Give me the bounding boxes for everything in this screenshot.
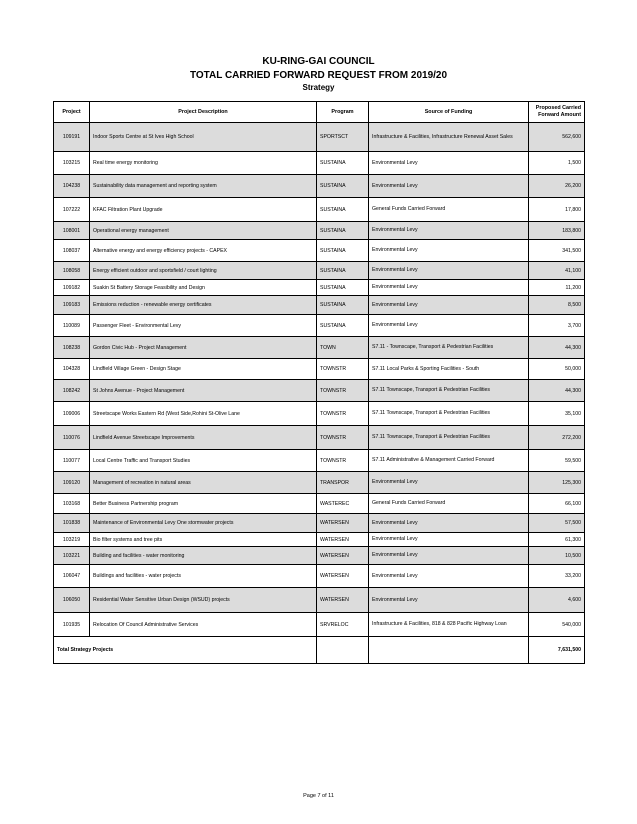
carried-forward-amount: 11,200 xyxy=(529,280,585,296)
project-description: Bio filter systems and tree pits xyxy=(90,533,317,547)
carried-forward-amount: 44,300 xyxy=(529,337,585,359)
table-row xyxy=(54,565,585,588)
program-code: WATERSEN xyxy=(317,588,369,613)
table-row xyxy=(54,296,585,315)
project-number: 110089 xyxy=(54,315,90,337)
carried-forward-amount: 1,500 xyxy=(529,152,585,175)
carried-forward-table xyxy=(53,101,585,664)
project-description: St Johns Avenue - Project Management xyxy=(90,380,317,402)
funding-source: Environmental Levy xyxy=(369,533,529,547)
program-code: WATERSEN xyxy=(317,565,369,588)
table-row xyxy=(54,380,585,402)
carried-forward-amount: 10,500 xyxy=(529,547,585,565)
project-number: 104328 xyxy=(54,359,90,380)
program-code: TOWNSTR xyxy=(317,426,369,450)
carried-forward-amount: 66,100 xyxy=(529,494,585,514)
project-number: 109120 xyxy=(54,472,90,494)
carried-forward-amount: 33,200 xyxy=(529,565,585,588)
project-number: 108001 xyxy=(54,222,90,240)
carried-forward-amount: 540,000 xyxy=(529,613,585,637)
project-number: 103221 xyxy=(54,547,90,565)
project-description: Building and facilities - water monitoring xyxy=(90,547,317,565)
funding-source: S7.11 Townscape, Transport & Pedestrian Facilities xyxy=(369,426,529,450)
table-row xyxy=(54,315,585,337)
project-description: Indoor Sports Centre at St Ives High School xyxy=(90,123,317,152)
carried-forward-amount: 41,100 xyxy=(529,262,585,280)
program-code: SRVRELOC xyxy=(317,613,369,637)
project-number: 104238 xyxy=(54,175,90,198)
project-description: Real time energy monitoring xyxy=(90,152,317,175)
carried-forward-amount: 26,200 xyxy=(529,175,585,198)
program-code: SUSTAINA xyxy=(317,280,369,296)
council-name: KU-RING-GAI COUNCIL xyxy=(262,56,375,67)
carried-forward-amount: 183,800 xyxy=(529,222,585,240)
project-number: 109183 xyxy=(54,296,90,315)
project-number: 108238 xyxy=(54,337,90,359)
program-code: SUSTAINA xyxy=(317,152,369,175)
table-row xyxy=(54,494,585,514)
project-description: Operational energy management xyxy=(90,222,317,240)
carried-forward-amount: 59,500 xyxy=(529,450,585,472)
total-empty-source xyxy=(369,637,529,664)
carried-forward-amount: 341,500 xyxy=(529,240,585,262)
program-code: TOWNSTR xyxy=(317,359,369,380)
program-code: WATERSEN xyxy=(317,514,369,533)
project-number: 108242 xyxy=(54,380,90,402)
carried-forward-amount: 61,300 xyxy=(529,533,585,547)
program-code: SUSTAINA xyxy=(317,262,369,280)
funding-source: S7.11 Townscape, Transport & Pedestrian Facilities xyxy=(369,402,529,426)
funding-source: S7.11 Townscape, Transport & Pedestrian Facilities xyxy=(369,380,529,402)
carried-forward-amount: 35,100 xyxy=(529,402,585,426)
project-description: Lindfield Village Green - Design Stage xyxy=(90,359,317,380)
funding-source: S7.11 Administrative & Management Carried Forward xyxy=(369,450,529,472)
project-description: Suakin St Battery Storage Feasibility and Design xyxy=(90,280,317,296)
total-label: Total Strategy Projects xyxy=(54,637,317,664)
project-description: Gordon Civic Hub - Project Management xyxy=(90,337,317,359)
funding-source: Environmental Levy xyxy=(369,588,529,613)
table-row xyxy=(54,426,585,450)
funding-source: Environmental Levy xyxy=(369,175,529,198)
carried-forward-amount: 125,300 xyxy=(529,472,585,494)
header-description: Project Description xyxy=(90,102,317,123)
header-source: Source of Funding xyxy=(369,102,529,123)
table-row xyxy=(54,198,585,222)
funding-source: Environmental Levy xyxy=(369,315,529,337)
project-number: 110076 xyxy=(54,426,90,450)
program-code: SUSTAINA xyxy=(317,296,369,315)
project-number: 109182 xyxy=(54,280,90,296)
project-number: 109006 xyxy=(54,402,90,426)
table-row xyxy=(54,588,585,613)
project-number: 110077 xyxy=(54,450,90,472)
total-amount: 7,631,500 xyxy=(529,637,585,664)
project-description: Management of recreation in natural areas xyxy=(90,472,317,494)
project-description: Residential Water Sensitive Urban Design (WSUD) projects xyxy=(90,588,317,613)
project-number: 106050 xyxy=(54,588,90,613)
project-number: 103215 xyxy=(54,152,90,175)
table-row xyxy=(54,222,585,240)
table-row xyxy=(54,613,585,637)
funding-source: Environmental Levy xyxy=(369,240,529,262)
project-number: 103219 xyxy=(54,533,90,547)
header-program: Program xyxy=(317,102,369,123)
carried-forward-amount: 50,000 xyxy=(529,359,585,380)
funding-source: Environmental Levy xyxy=(369,472,529,494)
page-number: Page 7 of 11 xyxy=(303,793,334,799)
funding-source: Environmental Levy xyxy=(369,262,529,280)
table-row xyxy=(54,123,585,152)
table-row xyxy=(54,450,585,472)
funding-source: S7.11 Local Parks & Sporting Facilities - South xyxy=(369,359,529,380)
project-description: Passenger Fleet - Environmental Levy xyxy=(90,315,317,337)
funding-source: Infrastructure & Facilities, Infrastructure Renewal Asset Sales xyxy=(369,123,529,152)
table-row xyxy=(54,359,585,380)
header-amount: Proposed Carried Forward Amount xyxy=(529,102,585,123)
carried-forward-amount: 562,600 xyxy=(529,123,585,152)
carried-forward-amount: 57,500 xyxy=(529,514,585,533)
funding-source: Environmental Levy xyxy=(369,514,529,533)
total-empty-program xyxy=(317,637,369,664)
project-number: 108058 xyxy=(54,262,90,280)
header-project: Project xyxy=(54,102,90,123)
project-number: 107222 xyxy=(54,198,90,222)
program-code: SPORTSCT xyxy=(317,123,369,152)
funding-source: Environmental Levy xyxy=(369,296,529,315)
table-row xyxy=(54,402,585,426)
project-number: 108037 xyxy=(54,240,90,262)
funding-source: Environmental Levy xyxy=(369,565,529,588)
program-code: WASTEREC xyxy=(317,494,369,514)
project-description: Maintenance of Environmental Levy One stormwater projects xyxy=(90,514,317,533)
program-code: SUSTAINA xyxy=(317,240,369,262)
carried-forward-amount: 8,500 xyxy=(529,296,585,315)
table-header-row xyxy=(54,102,585,123)
project-description: Better Business Partnership program xyxy=(90,494,317,514)
funding-source: Environmental Levy xyxy=(369,280,529,296)
funding-source: General Funds Carried Forward xyxy=(369,494,529,514)
table-row xyxy=(54,240,585,262)
total-row xyxy=(54,637,585,664)
table-row xyxy=(54,337,585,359)
program-code: SUSTAINA xyxy=(317,198,369,222)
project-description: Energy efficient outdoor and sportsfield / court lighting xyxy=(90,262,317,280)
project-description: KFAC Filtration Plant Upgrade xyxy=(90,198,317,222)
project-number: 103168 xyxy=(54,494,90,514)
program-code: WATERSEN xyxy=(317,533,369,547)
report-subtitle: Strategy xyxy=(302,83,335,92)
project-description: Buildings and facilities - water projects xyxy=(90,565,317,588)
program-code: SUSTAINA xyxy=(317,315,369,337)
carried-forward-amount: 3,700 xyxy=(529,315,585,337)
program-code: TOWNSTR xyxy=(317,450,369,472)
funding-source: Environmental Levy xyxy=(369,152,529,175)
table-row xyxy=(54,547,585,565)
program-code: TOWNSTR xyxy=(317,402,369,426)
funding-source: General Funds Carried Forward xyxy=(369,198,529,222)
project-description: Alternative energy and energy efficiency projects - CAPEX xyxy=(90,240,317,262)
program-code: SUSTAINA xyxy=(317,175,369,198)
funding-source: S7.11 - Townscape, Transport & Pedestrian Facilities xyxy=(369,337,529,359)
table-row xyxy=(54,472,585,494)
carried-forward-amount: 44,300 xyxy=(529,380,585,402)
carried-forward-amount: 272,200 xyxy=(529,426,585,450)
project-description: Sustainability data management and reporting system xyxy=(90,175,317,198)
funding-source: Environmental Levy xyxy=(369,222,529,240)
report-title: TOTAL CARRIED FORWARD REQUEST FROM 2019/20 xyxy=(189,70,448,81)
project-number: 109191 xyxy=(54,123,90,152)
table-row xyxy=(54,262,585,280)
project-description: Streetscape Works Eastern Rd (West Side,Rohini St-Olive Lane xyxy=(90,402,317,426)
program-code: TOWN xyxy=(317,337,369,359)
program-code: TOWNSTR xyxy=(317,380,369,402)
table-row xyxy=(54,152,585,175)
funding-source: Environmental Levy xyxy=(369,547,529,565)
program-code: TRANSPOR xyxy=(317,472,369,494)
project-number: 101838 xyxy=(54,514,90,533)
table-row xyxy=(54,533,585,547)
project-description: Emissions reduction - renewable energy certificates xyxy=(90,296,317,315)
project-description: Local Centre Traffic and Transport Studies xyxy=(90,450,317,472)
project-number: 101935 xyxy=(54,613,90,637)
table-row xyxy=(54,514,585,533)
carried-forward-amount: 17,800 xyxy=(529,198,585,222)
project-number: 106047 xyxy=(54,565,90,588)
project-description: Lindfield Avenue Streetscape Improvements xyxy=(90,426,317,450)
program-code: SUSTAINA xyxy=(317,222,369,240)
table-row xyxy=(54,175,585,198)
carried-forward-amount: 4,600 xyxy=(529,588,585,613)
funding-source: Infrastructure & Facilities, 818 & 828 Pacific Highway Loan xyxy=(369,613,529,637)
program-code: WATERSEN xyxy=(317,547,369,565)
table-row xyxy=(54,280,585,296)
project-description: Relocation Of Council Administrative Services xyxy=(90,613,317,637)
